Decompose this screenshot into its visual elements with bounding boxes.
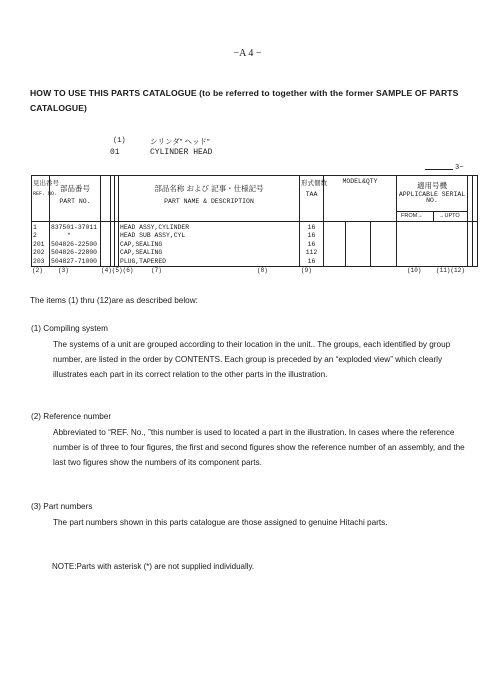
example-group-no: 01: [110, 148, 120, 157]
header-sub-12: [473, 176, 478, 222]
section-reference-number: [31, 412, 471, 470]
ref-column: 1 2 201 202 203: [32, 222, 50, 267]
page-tag-line: [425, 169, 453, 170]
section-compiling-system: [31, 324, 471, 382]
asterisk-note: NOTE:Parts with asterisk (*) are not supplied individually.: [52, 562, 255, 571]
header-model: MODEL&QTY: [324, 176, 397, 222]
example-group-jp: シリンダ″ ヘッド″: [150, 137, 210, 146]
section-heading: (1) Compiling system: [31, 324, 108, 333]
page-number: −A 4 −: [233, 48, 262, 59]
part-name-column: HEAD ASSY,CYLINDER HEAD SUB ASSY,CYL CAP,SEALING CAP,SEALING PLUG,TAPERED: [119, 222, 300, 267]
column-number-labels: (2) (3) (4)(5)(6) (7) (8) (9) (10) (11)(12): [32, 267, 465, 274]
header-serial: 適用号機 APPLICABLE SERIAL NO. FROM→ →UPTO: [397, 176, 468, 222]
header-sub-4: [101, 176, 111, 222]
example-page-tag: 3−: [455, 164, 464, 172]
section-body: The systems of a unit are grouped according to their location in the unit.. The groups, each identified by group number, are listed in the order by CONTENTS. Each group is preceded by an “exploded view” which clearly illustrates each part in its correct relation to the other parts in the illustration.: [53, 340, 451, 379]
table-row: [32, 222, 478, 267]
example-group-en: CYLINDER HEAD: [150, 148, 213, 157]
qty-column: 16 16 16 112 16: [300, 222, 324, 267]
parts-table: [31, 175, 478, 267]
header-ref: 見出番号 REF. NO.: [32, 176, 50, 222]
header-part-no: 部品番号 PART NO.: [50, 176, 101, 222]
header-qty: 形式個数 TAA: [300, 176, 324, 222]
header-part-name: 部品名称 および 記事・仕様記号 PART NAME & DESCRIPTION: [119, 176, 300, 222]
table-header-row: [32, 176, 478, 222]
serial-from-upto: FROM→ →UPTO: [397, 211, 467, 221]
section-part-numbers: [31, 502, 471, 530]
part-no-column: 837501-37011 * 504826-22500 504826-22800 504827-71000: [50, 222, 101, 267]
section-body: The part numbers shown in this parts catalogue are those assigned to genuine Hitachi parts.: [53, 518, 388, 527]
howto-title: HOW TO USE THIS PARTS CATALOGUE (to be referred to together with the former SAMPLE OF PARTS CATALOGUE): [30, 88, 459, 113]
section-heading: (3) Part numbers: [31, 502, 93, 511]
section-heading: (2) Reference number: [31, 412, 112, 421]
section-body: Abbreviated to “REF. No., ”this number is used to located a part in the illustration. In cases where the reference number is of three to four figures, the first and second figures show the reference number of an assembly, and the last two figures show the numbers of its component parts.: [53, 428, 465, 467]
example-index-label: (1): [113, 137, 126, 145]
items-intro: The items (1) thru (12)are as described below:: [30, 296, 198, 305]
